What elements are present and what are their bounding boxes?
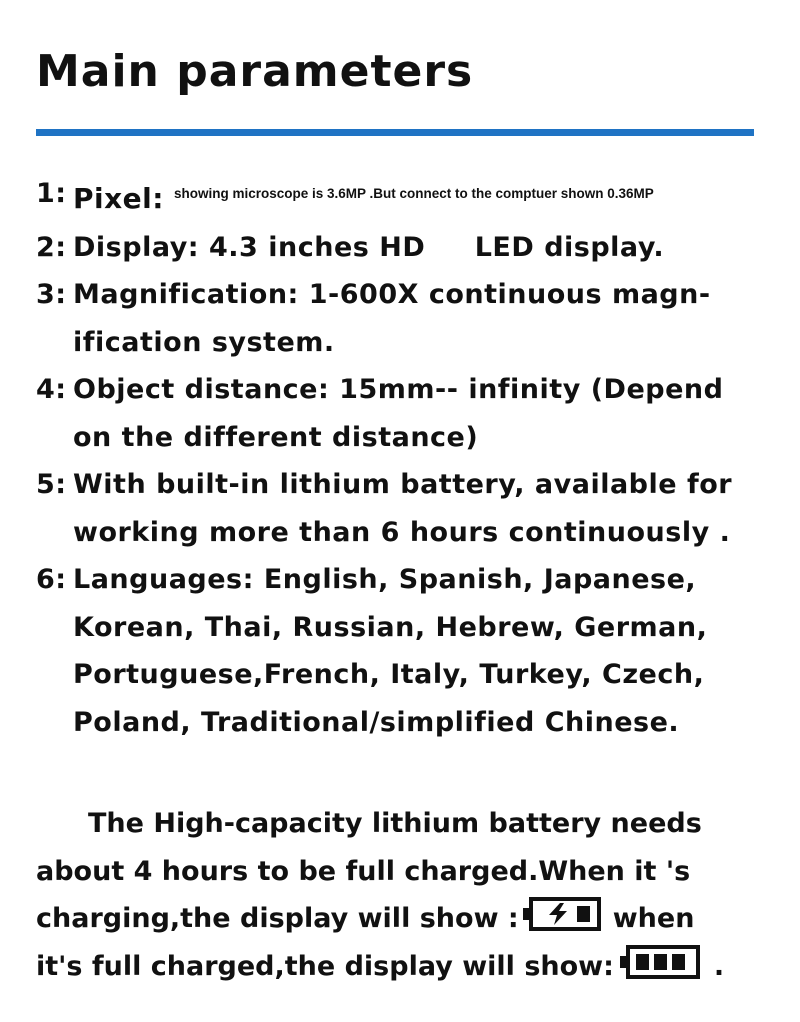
parameter-number: 2: [36,231,67,263]
parameter-list [36,170,776,746]
parameter-note: showing microscope is 3.6MP .But connect to the comptuer shown 0.36MP [173,186,654,201]
battery-cell [654,954,667,970]
battery-charging-icon [529,897,601,931]
battery-terminal [620,956,627,968]
parameter-text: Display: 4.3 inches HD LED display. [73,231,665,263]
parameter-battery [36,461,776,556]
parameter-languages [36,556,776,746]
parameter-number: 4: [36,374,67,405]
parameter-text: Poland, Traditional/simplified Chinese. [73,706,680,738]
note-line: The High-capacity lithium battery needs [88,808,702,839]
parameter-text: working more than 6 hours continuously . [73,516,731,548]
parameter-object-distance [36,366,776,461]
parameter-text: Object distance: 15mm-- infinity (Depend [73,374,724,405]
parameter-text: Magnification: 1-600X continuous magn- [73,279,711,310]
lightning-bolt-icon [545,903,571,925]
note-text: . [713,950,725,982]
parameter-text: Languages: English, Spanish, Japanese, [73,564,697,595]
parameter-label: Pixel: [73,182,164,215]
note-line: about 4 hours to be full charged.When it 's [36,855,691,887]
note-text: when [612,903,695,934]
note-text: it's full charged,the display will show: [36,950,614,982]
parameter-text: With built-in lithium battery, available for [73,469,733,500]
page-title: Main parameters [36,46,474,97]
battery-charging-note [36,800,776,990]
parameter-pixel [36,170,776,224]
note-line [36,943,776,991]
note-line [36,895,776,943]
parameter-text: Portuguese,French, Italy, Turkey, Czech, [73,659,705,690]
battery-terminal [523,908,530,920]
note-text: charging,the display will show : [36,903,519,934]
title-divider [36,129,754,136]
parameter-number: 5: [36,469,67,500]
battery-cell [577,906,590,922]
parameter-number: 3: [36,279,67,310]
parameter-magnification [36,271,776,366]
parameter-text: ification system. [73,326,335,358]
parameter-text: on the different distance) [73,421,479,453]
battery-cell [636,954,649,970]
parameter-number: 6: [36,564,67,595]
parameter-display [36,224,776,272]
battery-full-icon [626,945,700,979]
battery-cell [672,954,685,970]
parameter-number: 1: [36,178,67,209]
parameter-text: Korean, Thai, Russian, Hebrew, German, [73,611,708,643]
